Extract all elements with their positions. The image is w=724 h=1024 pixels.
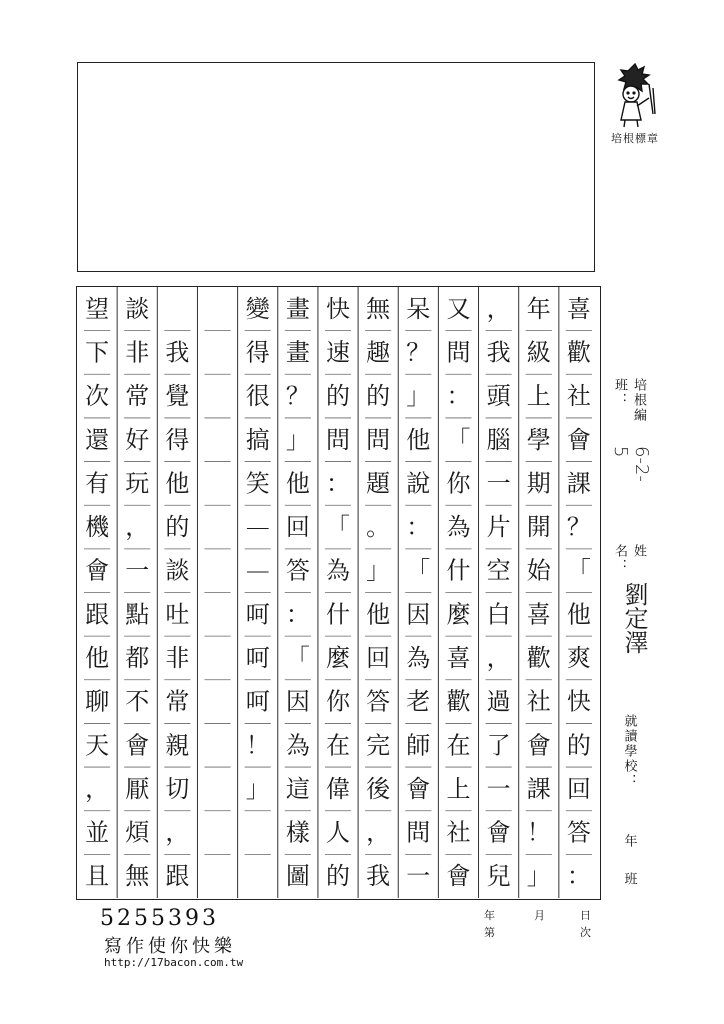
handwritten-character: 」 [285,425,310,454]
handwritten-character: 搞 [245,425,270,454]
handwritten-character: 一 [125,556,150,585]
handwritten-character: 玩 [125,469,150,498]
handwritten-character: 的 [326,382,350,411]
handwritten-character: 他 [406,425,431,454]
handwritten-character: 了 [486,731,511,760]
handwritten-character: 的 [566,731,591,760]
handwritten-character: 呆 [406,294,431,323]
handwritten-character: 在 [446,731,471,760]
handwritten-character: 會 [406,774,431,803]
handwritten-character: 為 [326,556,350,585]
handwritten-character: 畫 [285,338,310,367]
handwritten-character: 他 [566,600,591,629]
handwritten-character: 圖 [285,862,310,891]
handwritten-character: 答 [366,687,391,716]
handwritten-character: 覺 [165,382,190,411]
handwritten-character: 望 [85,294,110,323]
handwritten-character: 又 [446,294,471,323]
handwritten-character: 有 [85,469,110,498]
handwritten-character: 歡 [526,643,551,672]
handwritten-character: ， [165,818,190,847]
handwritten-character: 問 [446,338,471,367]
handwritten-character: 並 [85,818,110,847]
handwritten-character: 一 [406,862,431,891]
handwritten-character: 」 [406,382,431,411]
handwritten-character: 機 [85,513,110,542]
handwritten-character: ！ [526,818,551,847]
name-label: 姓名： [612,544,646,574]
handwritten-character: 因 [285,687,310,716]
handwritten-character: 厭 [125,774,150,803]
handwritten-character: 答 [566,818,591,847]
manuscript-grid [76,286,601,900]
handwritten-character: 社 [526,687,551,716]
handwritten-character: 畫 [285,294,310,323]
handwritten-character: 不 [125,687,150,716]
handwritten-character: ： [326,469,350,498]
handwritten-character: 很 [245,382,270,411]
handwritten-character: 老 [406,687,431,716]
handwritten-character: 還 [85,425,110,454]
handwritten-character: 會 [566,425,591,454]
handwritten-character: ？ [285,382,310,411]
handwritten-character: 你 [446,469,471,498]
handwritten-character: 題 [366,469,391,498]
handwritten-character: 「 [566,556,591,585]
handwritten-character: 問 [406,818,431,847]
handwritten-character: 為 [446,513,471,542]
handwritten-character: 談 [125,294,150,323]
class-label: 培根編班： [612,378,646,423]
handwritten-character: 課 [566,469,591,498]
handwritten-character: 點 [125,600,150,629]
handwritten-character: 煩 [125,818,150,847]
handwritten-character: 開 [526,513,551,542]
handwritten-character: 我 [366,862,391,891]
date-day-label: 日 [580,909,591,922]
handwritten-character: 的 [326,862,350,891]
handwritten-character: 的 [366,382,391,411]
handwritten-character: ？ [566,513,591,542]
handwritten-character: 」 [526,862,551,891]
handwritten-character: 呵 [245,643,270,672]
handwritten-character: 學 [526,425,551,454]
handwritten-character: 年 [526,294,551,323]
handwritten-character: 回 [566,774,591,803]
handwritten-character: 人 [326,818,350,847]
footer-url[interactable]: http://17bacon.com.tw [104,956,244,969]
handwritten-character: 快 [566,687,591,716]
handwritten-character: 問 [366,425,391,454]
handwritten-character: 談 [165,556,190,585]
handwritten-character: 始 [526,556,551,585]
handwritten-character: 一 [486,469,511,498]
handwritten-character: 期 [526,469,551,498]
handwritten-character: 好 [125,425,150,454]
handwritten-character: 我 [165,338,190,367]
grade-label: 年 [621,834,637,849]
session-prefix-label: 第 [484,926,495,939]
handwritten-character: 會 [526,731,551,760]
handwritten-character: 」 [245,774,270,803]
handwritten-character: 上 [446,774,471,803]
handwritten-character: ： [285,600,310,629]
date-month-label: 月 [534,909,545,922]
handwritten-character: ： [566,862,591,891]
handwritten-character: 「 [326,513,350,542]
handwritten-character: 下 [85,338,110,367]
handwritten-character: 空 [486,556,511,585]
handwritten-character: 吐 [165,600,190,629]
handwritten-character: 會 [85,556,110,585]
handwritten-character: 什 [326,600,350,629]
footer-code: 5255393 [100,906,219,931]
handwritten-character: ？ [406,338,431,367]
handwritten-character: 喜 [526,600,551,629]
handwritten-character: 「 [406,556,431,585]
handwritten-character: 回 [285,513,310,542]
handwritten-character: 「 [446,425,471,454]
grid-lines [77,287,599,898]
handwritten-character: 一 [486,774,511,803]
handwritten-character: 社 [446,818,471,847]
handwritten-character: 片 [486,513,511,542]
handwritten-character: 得 [165,425,190,454]
handwritten-character: — [245,513,270,542]
handwritten-character: 常 [125,382,150,411]
date-year-label: 年 [484,909,495,922]
handwritten-character: — [245,556,270,585]
handwritten-character: 麼 [326,643,350,672]
handwritten-character: 上 [526,382,551,411]
handwritten-character: 腦 [486,425,511,454]
handwritten-character: 在 [326,731,350,760]
handwritten-character: 都 [125,643,150,672]
handwritten-character: 會 [125,731,150,760]
handwritten-character: 非 [125,338,150,367]
handwritten-character: 呵 [245,687,270,716]
school-label: 就讀學校： [621,714,637,789]
handwritten-character: 他 [85,643,110,672]
handwritten-character: ： [406,513,431,542]
handwritten-character: 他 [366,600,391,629]
handwritten-character: 答 [285,556,310,585]
handwritten-character: 呵 [245,600,270,629]
handwritten-character: 兒 [486,862,511,891]
student-info-panel [604,286,654,900]
handwritten-character: 喜 [446,643,471,672]
handwritten-character: ！ [245,731,270,760]
handwritten-character: 無 [366,294,391,323]
handwritten-character: 說 [406,469,431,498]
handwritten-character: 為 [285,731,310,760]
name-value: 劉定澤 [620,582,648,654]
handwritten-character: 回 [366,643,391,672]
handwritten-character: 會 [486,818,511,847]
handwritten-character: 過 [486,687,511,716]
class-suffix-label: 班 [621,872,637,887]
handwritten-character: 他 [165,469,190,498]
handwritten-character: 你 [326,687,350,716]
handwritten-character: 親 [165,731,190,760]
handwritten-character: ， [486,294,511,323]
handwritten-character: 且 [85,862,110,891]
class-value: 6-2-5 [610,446,652,482]
handwritten-character: 級 [526,338,551,367]
handwritten-character: 社 [566,382,591,411]
handwritten-character: 樣 [285,818,310,847]
handwritten-character: 問 [326,425,350,454]
handwritten-character: 頭 [486,382,511,411]
handwritten-character: 趣 [366,338,391,367]
handwritten-character: ： [446,382,471,411]
child-holding-tree-icon [605,60,665,130]
handwritten-character: 得 [245,338,270,367]
handwritten-character: 跟 [85,600,110,629]
handwritten-character: 無 [125,862,150,891]
handwritten-character: 快 [326,294,350,323]
handwritten-character: 為 [406,643,431,672]
handwritten-character: 我 [486,338,511,367]
handwritten-character: 因 [406,600,431,629]
handwritten-character: 。 [366,513,391,542]
handwritten-character: 歡 [566,338,591,367]
handwritten-character: 完 [366,731,391,760]
handwritten-character: ， [486,643,511,672]
handwritten-character: 爽 [566,643,591,672]
handwritten-character: 會 [446,862,471,891]
handwritten-character: 聊 [85,687,110,716]
handwritten-character: 偉 [326,774,350,803]
handwritten-character: 非 [165,643,190,672]
session-suffix-label: 次 [580,926,591,939]
handwritten-character: 切 [165,774,190,803]
handwritten-character: 課 [526,774,551,803]
handwritten-character: 速 [326,338,350,367]
handwritten-character: 什 [446,556,471,585]
handwritten-character: 跟 [165,862,190,891]
handwritten-character: 次 [85,382,110,411]
handwritten-character: 這 [285,774,310,803]
handwritten-character: 的 [165,513,190,542]
handwritten-character: 常 [165,687,190,716]
handwritten-character: 白 [486,600,511,629]
handwritten-character: 他 [285,469,310,498]
handwritten-character: 天 [85,731,110,760]
handwritten-character: ， [85,774,110,803]
handwritten-character: ， [366,818,391,847]
handwritten-character: 「 [285,643,310,672]
handwritten-character: 」 [366,556,391,585]
footer-slogan: 寫作使你快樂 [104,936,236,957]
handwritten-character: 歡 [446,687,471,716]
handwritten-character: 麼 [446,600,471,629]
handwritten-character [165,295,189,323]
handwritten-character: 變 [245,294,270,323]
handwritten-character: 後 [366,774,391,803]
handwritten-character: 師 [406,731,431,760]
handwritten-character: ， [125,513,150,542]
teacher-comment-box [77,62,595,272]
handwritten-character: 喜 [566,294,591,323]
stamp-label: 培根標章 [611,132,659,145]
handwritten-character: 笑 [245,469,270,498]
